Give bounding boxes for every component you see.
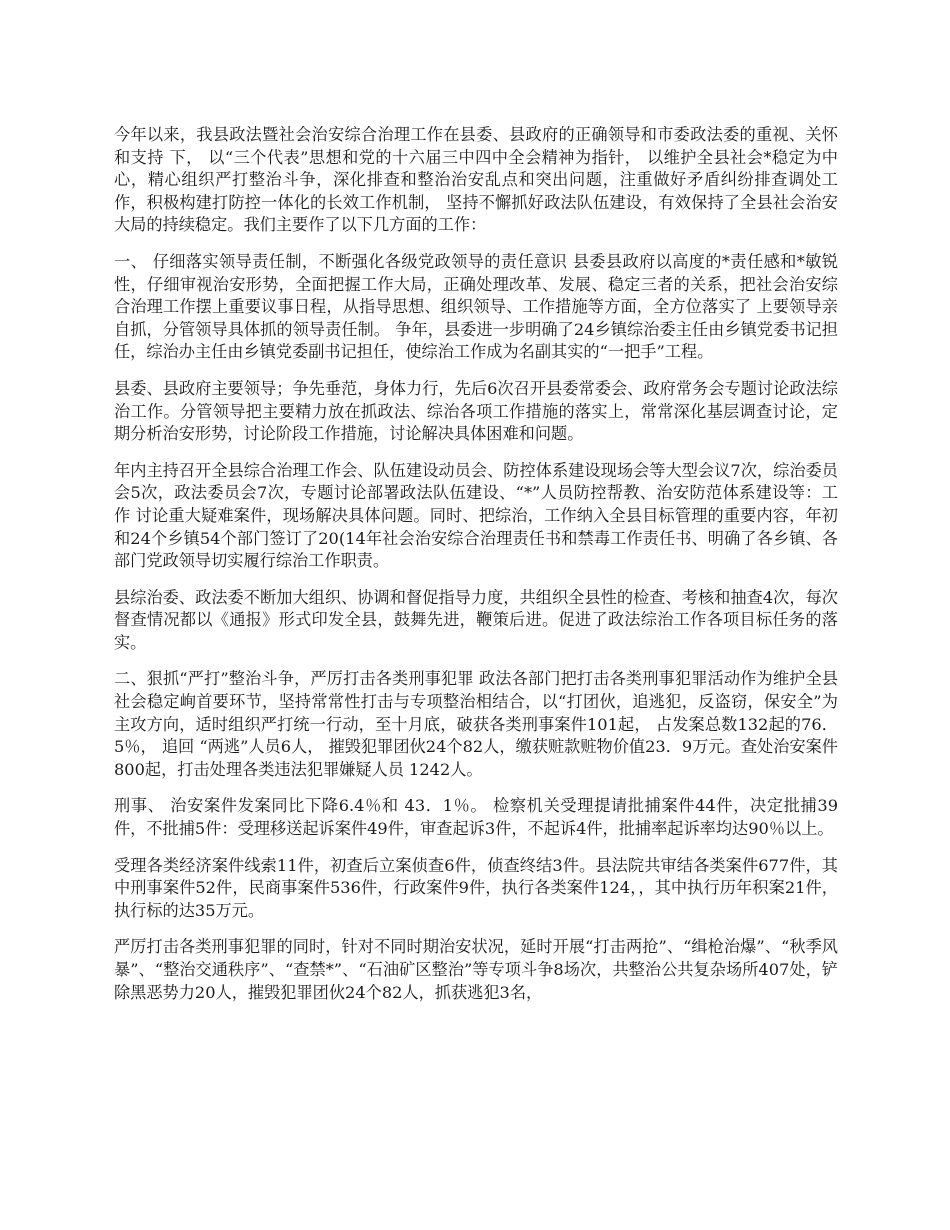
paragraph-leadership: 县委、县政府主要领导；争先垂范，身体力行，先后6次召开县委常委会、政府常务会专题讨论政法综治工作。分管领导把主要精力放在抓政法、综治各项工作措施的落实上，常常深化基层调查讨论，定期分析治安形势，讨论阶段工作措施，讨论解决具体困难和问题。 <box>114 378 838 444</box>
paragraph-section-2: 二、狠抓“严打”整治斗争，严厉打击各类刑事犯罪 政法各部门把打击各类刑事犯罪活动作为维护全县社会稳定峋首要环节，坚持常常性打击与专项整治相结合，以“打团伙，追逃犯，反盗窃，保安全”为主攻方向，适时组织严打统一行动，至十月底，破获各类刑事案件101起， 占发案总数132起的76．5％， 追回 “两逃”人员6人， 摧毁犯罪团伙24个82人，缴获赃款赃物价值23．9万元。查处治安案件800起，打击处理各类违法犯罪嫌疑人员 1242人。 <box>114 669 838 779</box>
paragraph-intro: 今年以来，我县政法暨社会治安综合治理工作在县委、县政府的正确领导和市委政法委的重视、关怀和支持 下， 以“三个代表”思想和党的十六届三中四中全会精神为指针， 以维护全县社会*稳定为中心，精心组织严打整治斗争，深化排查和整治治安乱点和突出问题，注重做好矛盾纠纷排查调处工作，积极构建打防控一体化的长效工作机制， 坚持不懈抓好政法队伍建设，有效保持了全县社会治安大局的持续稳定。我们主要作了以下几方面的工作： <box>114 125 838 235</box>
paragraph-section-1: 一、 仔细落实领导责任制，不断强化各级党政领导的责任意识 县委县政府以高度的*责任感和*敏锐性，仔细审视治安形势，全面把握工作大局，正确处理改革、发展、稳定三者的关系，把社会治安综合治理工作摆上重要议事日程，从指导思想、组织领导、工作措施等方面，全方位落实了 上要领导亲自抓，分管领导具体抓的领导责任制。 争年，县委进一步明确了24乡镇综治委主任由乡镇党委书记担任，综治办主任由乡镇党委副书记担任，使综治工作成为名副其实的“一把手”工程。 <box>114 251 838 362</box>
paragraph-special-campaigns: 严厉打击各类刑事犯罪的同时，针对不同时期治安状况，延时开展“打击两抢”、“缉枪治爆”、“秋季风暴”、“整治交通秩序”、“查禁*”、“石油矿区整治”等专项斗争8场次，共整治公共复杂场所407处，铲除黑恶势力20人，摧毁犯罪团伙24个82人，抓获逃犯3名， <box>114 937 838 1002</box>
paragraph-case-stats: 刑事、 治安案件发案同比下降6.4％和 43．1％。 检察机关受理提请批捕案件44件，决定批捕39件，不批捕5件：受理移送起诉案件49件，审查起诉3件，不起诉4件，批捕率起诉率均达90％以上。 <box>114 796 838 839</box>
paragraph-economic-cases: 受理各类经济案件线索11件，初查后立案侦查6件，侦查终结3件。县法院共审结各类案件677件，其中刑事案件52件，民商事案件536件，行政案件9件，执行各类案件124，，其中执行历年积案21件，执行标的达35万元。 <box>114 855 838 920</box>
document-page <box>114 124 838 1018</box>
paragraph-inspection: 县综治委、政法委不断加大组织、协调和督促指导力度，共组织全县性的检查、考核和抽查4次，每次督查情况都以《通报》形式印发全县，鼓舞先进，鞭策后进。促进了政法综治工作各项目标任务的落实。 <box>114 587 838 652</box>
paragraph-meetings: 年内主持召开全县综合治理工作会、队伍建设动员会、防控体系建设现场会等大型会议7次，综治委员会5次，政法委员会7次，专题讨论部署政法队伍建设、“*”人员防控帮教、治安防范体系建设等：工作 讨论重大疑难案件，现场解决具体问题。同时、把综治，工作纳入全县目标管理的重要内容，年初和24个乡镇54个部门签订了20(14年社会治安综合治理责任书和禁毒工作责任书、明确了各乡镇、各部门党政领导切实履行综治工作职责。 <box>114 460 838 571</box>
